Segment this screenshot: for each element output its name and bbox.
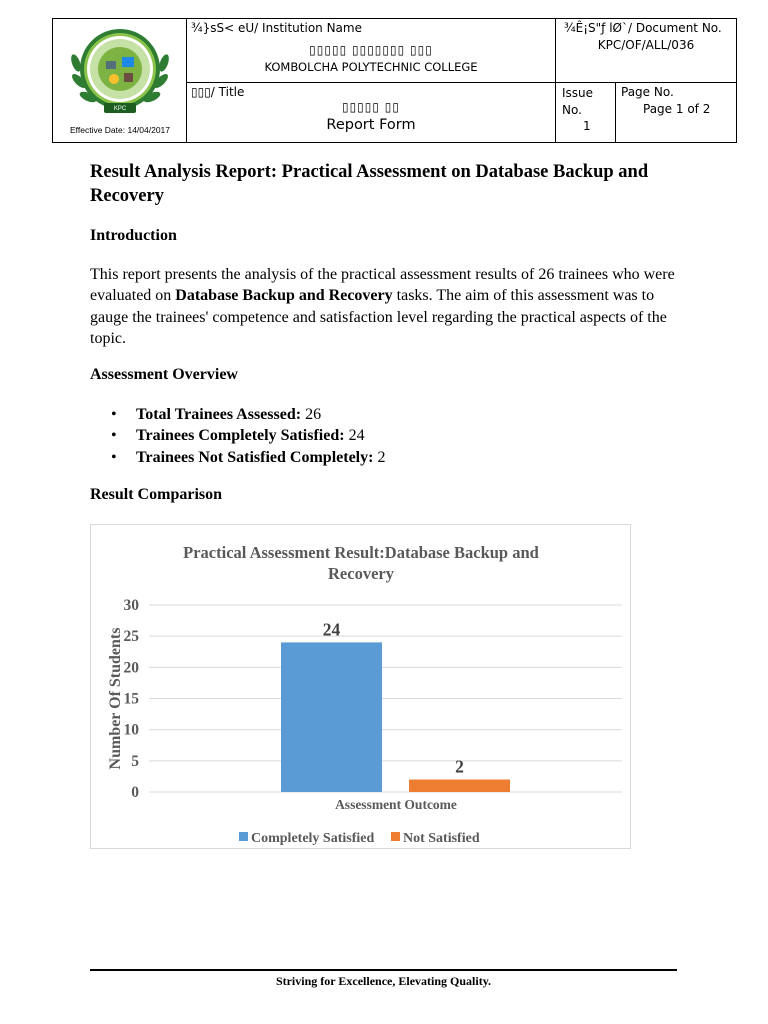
intro-text-2: tasks. The aim of this assessment was to gauge the trainees' competence and satisfaction level regarding the practical aspects of the topic. (90, 287, 667, 347)
footer-motto: Striving for Excellence, Elevating Quality. (275, 974, 492, 988)
issue-label (562, 85, 593, 119)
list-item (108, 425, 385, 446)
report-title: Result Analysis Report: Practical Assessment on Database Backup and Recovery (90, 162, 649, 206)
college-logo-icon (53, 19, 187, 119)
legend-label: Not Satisfied (403, 831, 480, 846)
bullet-label: Trainees Not Satisfied Completely: (136, 448, 374, 466)
x-axis-label: Assessment Outcome (335, 797, 457, 812)
chart-bar (281, 642, 382, 792)
issue-number: 1 (583, 119, 591, 133)
introduction-paragraph (90, 264, 690, 349)
document-header (52, 18, 737, 143)
chart-svg (91, 525, 632, 850)
bullet-value: 26 (301, 406, 322, 423)
title-label: ▯▯▯/ Title (191, 85, 245, 99)
y-tick-label: 30 (123, 597, 139, 614)
institution-name: KOMBOLCHA POLYTECHNIC COLLEGE (264, 60, 478, 74)
y-tick-label: 15 (123, 690, 139, 708)
institution-name-amharic: ▯▯▯▯▯ ▯▯▯▯▯▯▯ ▯▯▯ (309, 43, 433, 57)
y-axis-label: Number Of Students (107, 627, 124, 770)
legend-label: Completely Satisfied (251, 831, 375, 846)
overview-heading: Assessment Overview (90, 366, 238, 383)
bullet-value: 2 (373, 448, 386, 466)
bar-chart (90, 524, 631, 849)
logo-cell (53, 19, 187, 143)
legend-swatch (239, 832, 248, 841)
y-tick-label: 10 (123, 721, 139, 739)
list-item (108, 404, 385, 425)
y-tick-label: 0 (131, 784, 139, 801)
overview-list (108, 404, 385, 468)
introduction-heading: Introduction (90, 227, 177, 244)
intro-topic: Database Backup and Recovery (175, 287, 393, 305)
document-number-label: ¾Ê¡S"ƒ lØ`/ Document No. (564, 21, 722, 35)
logo-label: KPC (113, 106, 127, 112)
title-cell (187, 83, 556, 143)
form-title-amharic: ▯▯▯▯▯ ▯▯ (341, 100, 401, 114)
chart-title: Practical Assessment Result:Database Backup and (183, 543, 539, 562)
page-number: Page 1 of 2 (643, 102, 711, 116)
bullet-value: 24 (344, 427, 365, 445)
bullet-icon: • (111, 406, 117, 423)
page-cell (616, 83, 737, 143)
y-tick-label: 5 (131, 752, 139, 770)
legend-swatch (391, 832, 400, 841)
page-label: Page No. (621, 85, 674, 99)
issue-label-line1: Issue (562, 86, 594, 100)
comparison-heading: Result Comparison (90, 486, 223, 503)
y-tick-label: 25 (123, 628, 139, 646)
institution-cell (187, 19, 556, 83)
bullet-label: Trainees Completely Satisfied: (136, 427, 345, 445)
form-title: Report Form (326, 117, 416, 133)
document-number: KPC/OF/ALL/036 (597, 38, 695, 52)
intro-text-1: This report presents the analysis of the practical assessment results of 26 trainees who were evaluated on (90, 266, 675, 305)
issue-cell (556, 83, 616, 143)
chart-bar (409, 780, 510, 792)
chart-title: Recovery (328, 564, 394, 583)
bullet-icon: • (111, 427, 117, 445)
y-tick-label: 20 (123, 659, 139, 677)
data-label: 2 (455, 756, 464, 777)
bullet-label: Total Trainees Assessed: (136, 406, 302, 423)
institution-label: ¾}sS< eU/ Institution Name (191, 21, 362, 35)
data-label: 24 (322, 619, 341, 640)
bullet-icon: • (111, 448, 117, 466)
list-item (108, 447, 385, 468)
issue-label-line2: No. (562, 103, 582, 117)
document-number-cell (556, 19, 737, 83)
footer-divider (90, 969, 677, 971)
effective-date: Effective Date: 14/04/2017 (69, 125, 171, 135)
